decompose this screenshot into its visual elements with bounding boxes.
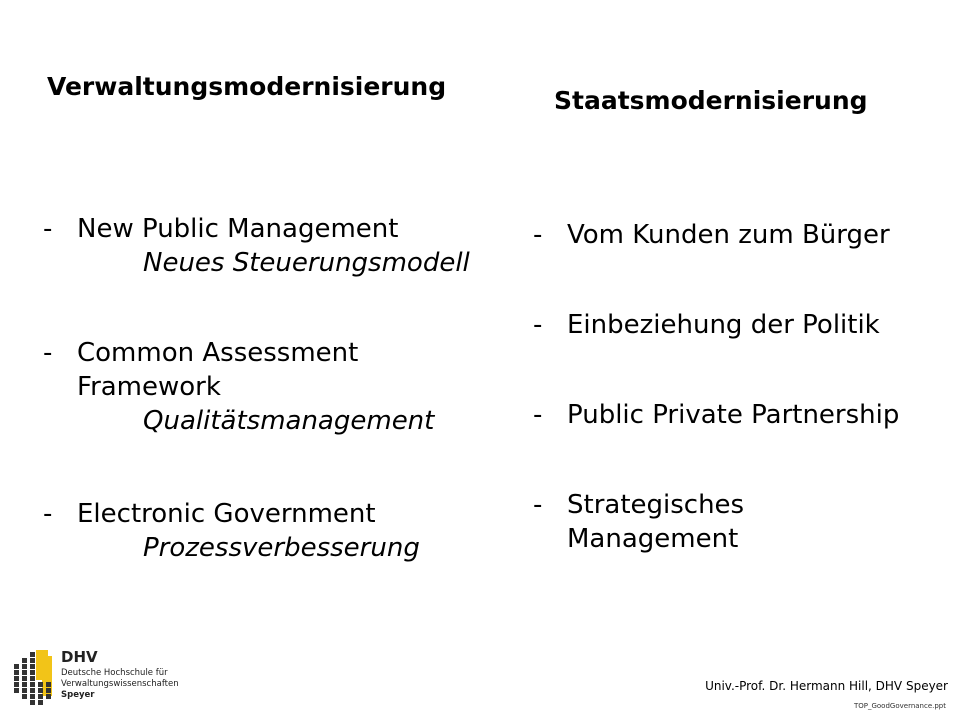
logo-dot xyxy=(22,676,27,681)
logo-subtitle: Verwaltungswissenschaften xyxy=(61,679,179,689)
logo-dot xyxy=(38,694,43,699)
logo-dot xyxy=(14,676,19,681)
logo-dot xyxy=(22,670,27,675)
bullet-dash: - xyxy=(43,214,53,244)
item-subtext: Qualitätsmanagement xyxy=(143,406,435,436)
bullet-dash: - xyxy=(533,310,543,340)
item-text: Einbeziehung der Politik xyxy=(567,310,880,340)
left-column-heading: Verwaltungsmodernisierung xyxy=(47,72,447,101)
logo-dot xyxy=(30,652,35,657)
bullet-dash: - xyxy=(533,220,543,250)
item-text: Framework xyxy=(77,372,221,402)
footer-filename: TOP_GoodGovernance.ppt xyxy=(853,702,946,710)
logo-dot xyxy=(22,694,27,699)
logo-dot xyxy=(30,664,35,669)
right-column-heading: Staatsmodernisierung xyxy=(554,86,868,115)
logo-dot xyxy=(14,664,19,669)
logo-dot xyxy=(22,682,27,687)
item-subtext: Prozessverbesserung xyxy=(143,533,420,563)
item-text: New Public Management xyxy=(77,214,399,244)
logo-dot xyxy=(38,700,43,705)
logo-dot xyxy=(30,682,35,687)
logo-dot xyxy=(30,670,35,675)
bullet-dash: - xyxy=(533,490,543,520)
item-text: Common Assessment xyxy=(77,338,359,368)
bullet-dash: - xyxy=(533,400,543,430)
logo-dot xyxy=(14,682,19,687)
logo-dot xyxy=(38,682,43,687)
bullet-dash: - xyxy=(43,499,53,529)
logo-dot xyxy=(38,688,43,693)
logo-dot xyxy=(14,670,19,675)
footer-author: Univ.-Prof. Dr. Hermann Hill, DHV Speyer xyxy=(705,679,948,693)
logo-dot xyxy=(30,694,35,699)
item-text: Management xyxy=(567,524,739,554)
dhv-logo xyxy=(14,648,179,708)
logo-dot xyxy=(30,700,35,705)
item-text: Vom Kunden zum Bürger xyxy=(567,220,890,250)
logo-dot xyxy=(30,688,35,693)
logo-dot-grid-icon xyxy=(14,650,58,702)
logo-dot xyxy=(22,664,27,669)
logo-dot xyxy=(30,658,35,663)
logo-subtitle: Speyer xyxy=(61,690,95,700)
logo-dot xyxy=(46,694,51,699)
logo-dot xyxy=(30,676,35,681)
logo-subtitle: Deutsche Hochschule für xyxy=(61,668,168,678)
logo-dot xyxy=(22,658,27,663)
item-text: Strategisches xyxy=(567,490,745,520)
logo-dot xyxy=(14,688,19,693)
logo-dot xyxy=(46,682,51,687)
bullet-dash: - xyxy=(43,338,53,368)
item-text: Electronic Government xyxy=(77,499,376,529)
item-subtext: Neues Steuerungsmodell xyxy=(143,248,470,278)
logo-dot xyxy=(46,688,51,693)
logo-title: DHV xyxy=(61,648,98,666)
item-text: Public Private Partnership xyxy=(567,400,900,430)
logo-dot xyxy=(22,688,27,693)
